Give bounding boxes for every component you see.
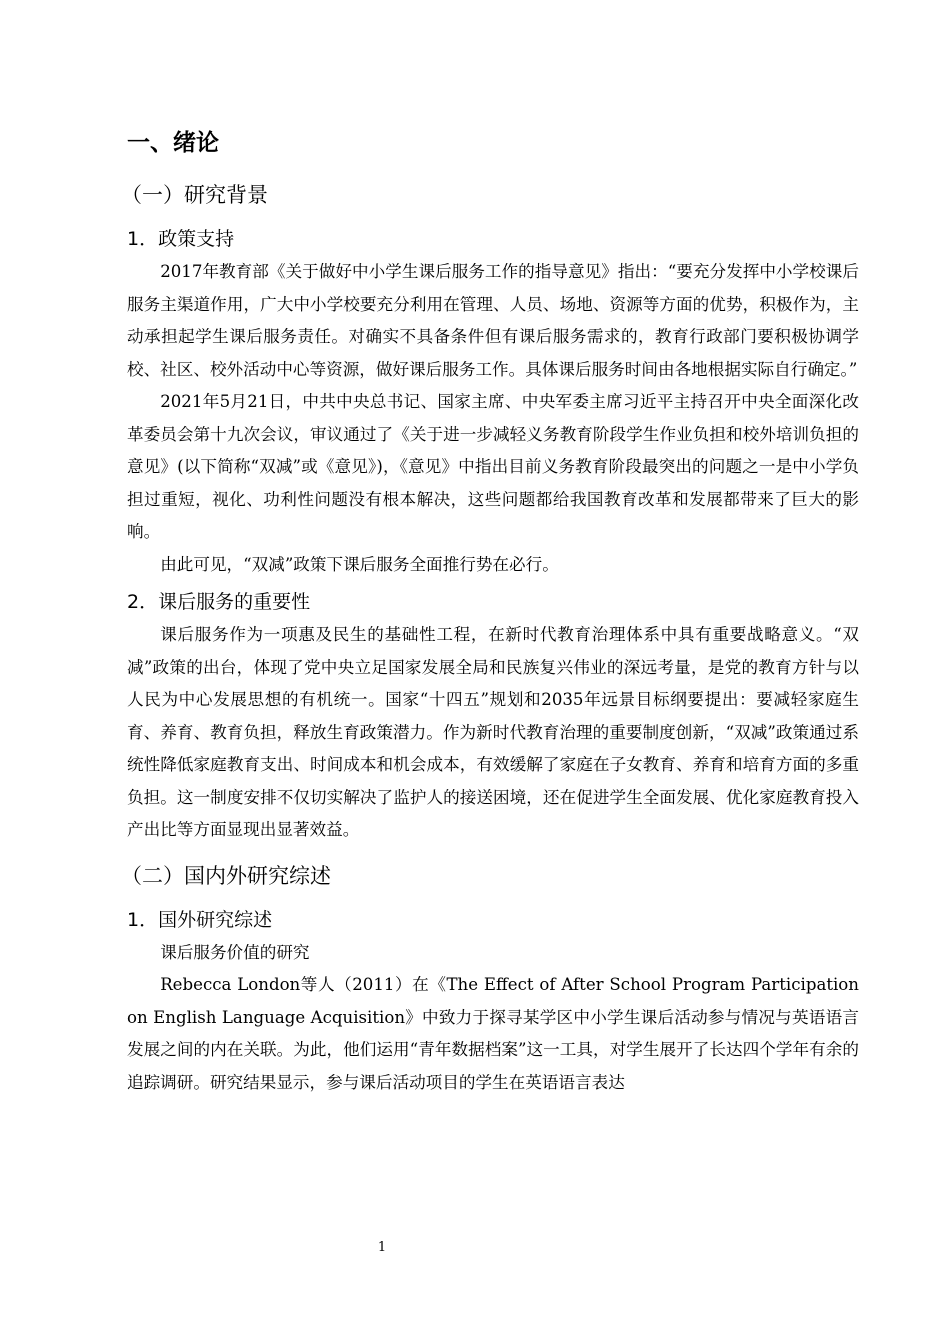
paragraph: Rebecca London等人（2011）在《The Effect of After School Program Participation on English Language Acquisition》中致力于探寻某学区中小学生课后活动参与情况与英语语言发展之间的内在关联。为此，他们运用“青年数据档案”这一工具，对学生展开了长达四个学年有余的追踪调研。研究结果显示，参与课后活动项目的学生在英语语言表达 (127, 975, 859, 1092)
subsection-title-importance: 2．课后服务的重要性 (127, 591, 311, 613)
paragraph: 由此可见，“双减”政策下课后服务全面推行势在必行。 (160, 554, 559, 574)
paragraph: 2017年教育部《关于做好中小学生课后服务工作的指导意见》指出：“要充分发挥中小学校课后服务主渠道作用，广大中小学校要充分利用在管理、人员、场地、资源等方面的优势，积极作为，主动承担起学生课后服务责任。对确实不具备条件但有课后服务需求的，教育行政部门要积极协调学校、社区、校外活动中心等资源，做好课后服务工作。具体课后服务时间由各地根据实际自行确定。” (127, 262, 859, 379)
page-number: 1 (377, 1240, 387, 1255)
paragraph: 2021年5月21日，中共中央总书记、国家主席、中央军委主席习近平主持召开中央全面深化改革委员会第十九次会议，审议通过了《关于进一步减轻义务教育阶段学生作业负担和校外培训负担的意见》(以下简称“双减”或《意见》)，《意见》中指出目前义务教育阶段最突出的问题之一是中小学负担过重短，视化、功利性问题没有根本解决，这些问题都给我国教育改革和发展都带来了巨大的影响。 (127, 392, 859, 541)
subsection-title-policy: 1．政策支持 (127, 228, 235, 250)
page-content (121, 124, 859, 1099)
subsection-title-foreign-review: 1．国外研究综述 (127, 908, 273, 931)
paragraph: 课后服务作为一项惠及民生的基础性工程，在新时代教育治理体系中具有重要战略意义。“双减”政策的出台，体现了党中央立足国家发展全局和民族复兴伟业的深远考量，是党的教育方针与以人民为中心发展思想的有机统一。国家“十四五”规划和2035年远景目标纲要提出：要减轻家庭生育、养育、教育负担，释放生育政策潜力。作为新时代教育治理的重要制度创新，“双减”政策通过系统性降低家庭教育支出、时间成本和机会成本，有效缓解了家庭在子女教育、养育和培育方面的多重负担。这一制度安排不仅切实解决了监护人的接送困境，还在促进学生全面发展、优化家庭教育投入产出比等方面显现出显著效益。 (127, 625, 859, 839)
chapter-title: 一、绪论 (127, 130, 219, 156)
paragraph: 课后服务价值的研究 (160, 942, 310, 962)
section-title-review: （二）国内外研究综述 (121, 863, 331, 888)
section-title-background: （一）研究背景 (121, 183, 268, 207)
